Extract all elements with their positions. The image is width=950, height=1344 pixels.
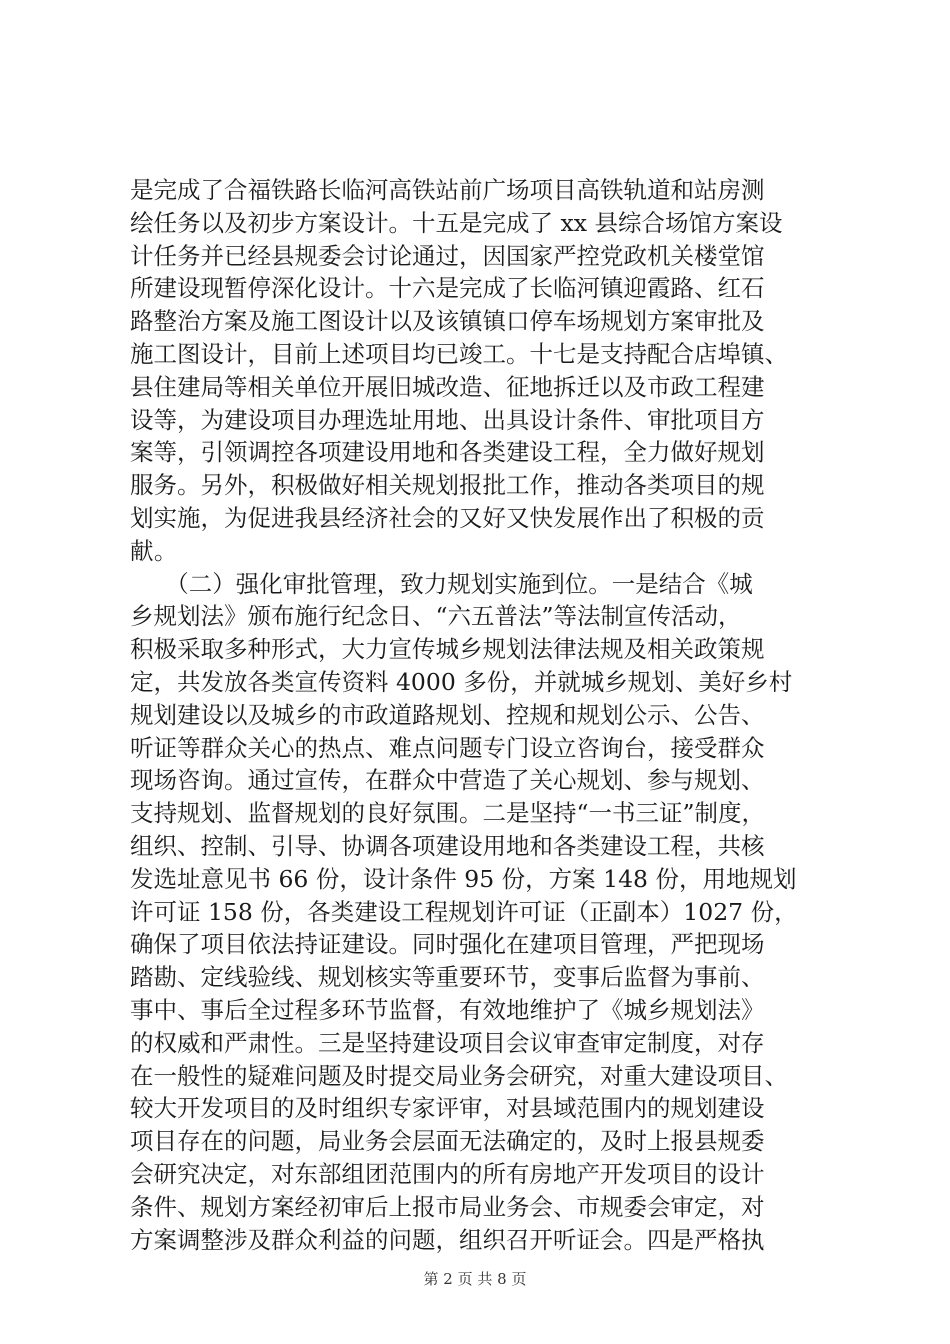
text-line: 划实施，为促进我县经济社会的又好又快发展作出了积极的贡: [130, 503, 765, 532]
text-line: 所建设现暂停深化设计。十六是完成了长临河镇迎霞路、红石: [130, 274, 765, 303]
text-line: 积极采取多种形式，大力宣传城乡规划法律法规及相关政策规: [130, 635, 765, 664]
text-line: 听证等群众关心的热点、难点问题专门设立咨询台，接受群众: [130, 733, 765, 762]
text-line: 定，共发放各类宣传资料 4000 多份，并就城乡规划、美好乡村: [130, 667, 793, 696]
text-line: 踏勘、定线验线、规划核实等重要环节，变事后监督为事前、: [130, 963, 765, 992]
text-line: 事中、事后全过程多环节监督，有效地维护了《城乡规划法》: [130, 995, 765, 1024]
text-line: 路整治方案及施工图设计以及该镇镇口停车场规划方案审批及: [130, 307, 765, 336]
text-line: （二）强化审批管理，致力规划实施到位。一是结合《城: [130, 569, 753, 598]
text-line: 献。: [130, 536, 178, 565]
text-line: 计任务并已经县规委会讨论通过，因国家严控党政机关楼堂馆: [130, 241, 765, 270]
text-line: 确保了项目依法持证建设。同时强化在建项目管理，严把现场: [130, 930, 765, 959]
text-line: 在一般性的疑难问题及时提交局业务会研究，对重大建设项目、: [130, 1061, 788, 1090]
text-line: 项目存在的问题，局业务会层面无法确定的，及时上报县规委: [130, 1127, 765, 1156]
text-line: 县住建局等相关单位开展旧城改造、征地拆迁以及市政工程建: [130, 372, 765, 401]
text-line: 绘任务以及初步方案设计。十五是完成了 xx 县综合场馆方案设: [130, 208, 783, 237]
page-footer: 第 2 页 共 8 页: [423, 1270, 527, 1288]
text-line: 乡规划法》颁布施行纪念日、“六五普法”等法制宣传活动，: [130, 602, 742, 631]
text-line: 案等，引领调控各项建设用地和各类建设工程，全力做好规划: [130, 438, 765, 467]
text-line: 组织、控制、引导、协调各项建设用地和各类建设工程，共核: [130, 831, 765, 860]
text-line: 许可证 158 份，各类建设工程规划许可证（正副本）1027 份，: [130, 897, 798, 926]
text-line: 是完成了合福铁路长临河高铁站前广场项目高铁轨道和站房测: [130, 176, 765, 204]
text-line: 设等，为建设项目办理选址用地、出具设计条件、审批项目方: [130, 405, 765, 434]
text-line: 的权威和严肃性。三是坚持建设项目会议审查审定制度，对存: [130, 1028, 765, 1057]
body-text: [130, 174, 830, 1256]
text-line: 现场咨询。通过宣传，在群众中营造了关心规划、参与规划、: [130, 766, 765, 795]
text-line: 较大开发项目的及时组织专家评审，对县域范围内的规划建设: [130, 1094, 765, 1123]
text-line: 施工图设计，目前上述项目均已竣工。十七是支持配合店埠镇、: [130, 339, 788, 368]
text-line: 支持规划、监督规划的良好氛围。二是坚持“一书三证”制度，: [130, 799, 766, 828]
text-line: 规划建设以及城乡的市政道路规划、控规和规划公示、公告、: [130, 700, 765, 729]
text-line: 会研究决定，对东部组团范围内的所有房地产开发项目的设计: [130, 1159, 765, 1188]
text-line: 条件、规划方案经初审后上报市局业务会、市规委会审定，对: [130, 1192, 765, 1221]
text-line: 发选址意见书 66 份，设计条件 95 份，方案 148 份，用地规划: [130, 864, 797, 893]
text-line: 服务。另外，积极做好相关规划报批工作，推动各类项目的规: [130, 471, 765, 500]
text-line: 方案调整涉及群众利益的问题，组织召开听证会。四是严格执: [130, 1225, 765, 1254]
